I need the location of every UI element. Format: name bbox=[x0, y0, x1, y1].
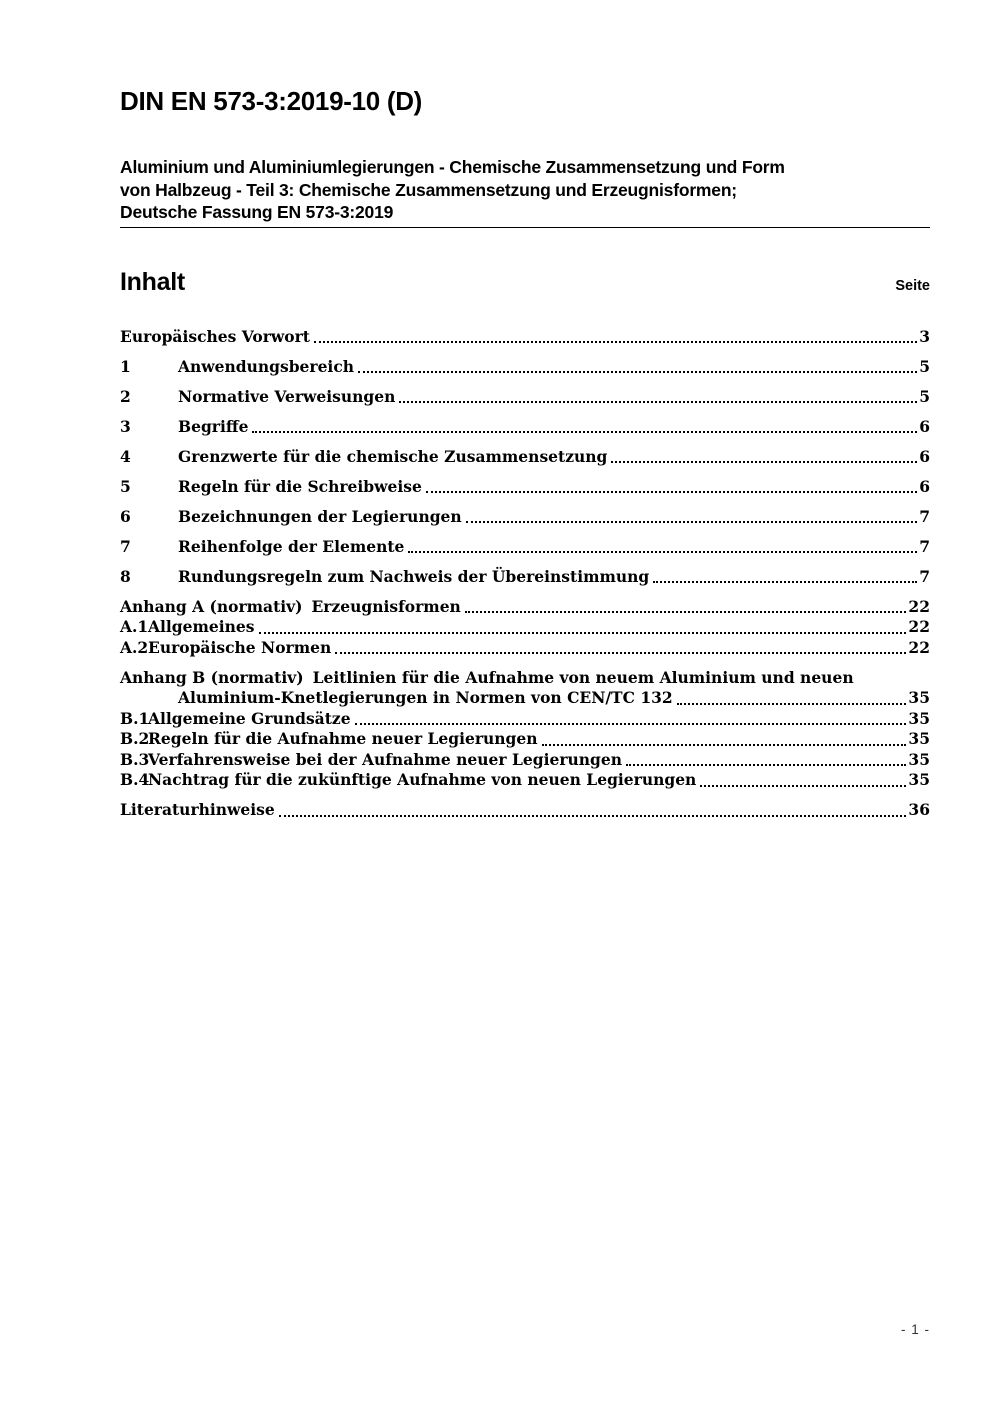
toc-entry-label: Rundungsregeln zum Nachweis der Übereinstimmung bbox=[178, 566, 650, 586]
dot-leader bbox=[700, 785, 906, 787]
toc-entry-page: 3 bbox=[919, 326, 930, 346]
toc-annex-prefix: Anhang A (normativ) bbox=[120, 596, 303, 616]
toc-entry bbox=[120, 709, 930, 730]
toc-entry-number: 8 bbox=[120, 566, 131, 586]
toc-entry-label: Anwendungsbereich bbox=[178, 356, 355, 376]
toc-entry-label: Begriffe bbox=[178, 416, 249, 436]
toc-entry-number: B.1 bbox=[120, 708, 150, 728]
toc-entry-annex-b-continuation bbox=[120, 688, 930, 709]
toc-entry-page: 22 bbox=[908, 617, 930, 636]
toc-entry bbox=[120, 417, 930, 438]
toc-entry bbox=[120, 447, 930, 468]
dot-leader bbox=[426, 491, 917, 493]
toc-entry-page: 6 bbox=[919, 446, 930, 466]
dot-leader bbox=[314, 341, 917, 343]
toc-entry bbox=[120, 729, 930, 750]
toc-entry-label: Reihenfolge der Elemente bbox=[178, 536, 405, 556]
toc-entry bbox=[120, 357, 930, 378]
dot-leader bbox=[626, 764, 906, 766]
toc-entry bbox=[120, 770, 930, 791]
dot-leader bbox=[399, 401, 917, 403]
toc-entry-number: 1 bbox=[120, 356, 131, 376]
toc-entry-label: Literaturhinweise bbox=[120, 800, 275, 819]
toc-entry bbox=[120, 477, 930, 498]
toc-entry-label: Nachtrag für die zukünftige Aufnahme von neuen Legierungen bbox=[148, 770, 697, 789]
dot-leader bbox=[466, 521, 918, 523]
toc-entry-label: Regeln für die Aufnahme neuer Legierungen bbox=[148, 729, 538, 748]
toc-header bbox=[120, 268, 930, 296]
toc-title: Inhalt bbox=[120, 267, 185, 296]
toc-entry-label: Europäische Normen bbox=[148, 637, 332, 657]
dot-leader bbox=[465, 611, 907, 613]
toc-entry-annex-a bbox=[120, 597, 930, 618]
toc-entry-label: Europäisches Vorwort bbox=[120, 326, 310, 346]
dot-leader bbox=[358, 371, 917, 373]
toc-entry-page: 6 bbox=[919, 416, 930, 436]
dot-leader bbox=[408, 551, 917, 553]
toc-entry bbox=[120, 567, 930, 588]
table-of-contents bbox=[120, 327, 930, 821]
doc-subtitle-line1: Aluminium und Aluminiumlegierungen - Chemische Zusammensetzung und Form bbox=[120, 157, 785, 177]
toc-entry-page: 35 bbox=[908, 688, 930, 707]
toc-entry-label: Grenzwerte für die chemische Zusammensetzung bbox=[178, 446, 608, 466]
toc-entry-label: Leitlinien für die Aufnahme von neuem Aluminium und neuen bbox=[312, 667, 854, 687]
doc-subtitle-line3: Deutsche Fassung EN 573-3:2019 bbox=[120, 202, 394, 222]
toc-entry bbox=[120, 387, 930, 408]
dot-leader bbox=[252, 431, 917, 433]
toc-entry-label: Bezeichnungen der Legierungen bbox=[178, 506, 462, 526]
dot-leader bbox=[279, 815, 907, 817]
toc-entry-page: 5 bbox=[919, 356, 930, 376]
toc-entry-label: Aluminium-Knetlegierungen in Normen von CEN/TC 132 bbox=[178, 688, 673, 707]
toc-entry-page: 36 bbox=[908, 800, 930, 819]
dot-leader bbox=[259, 632, 907, 634]
toc-entry-number: 5 bbox=[120, 476, 131, 496]
toc-annex-prefix: Anhang B (normativ) bbox=[120, 667, 304, 687]
toc-entry-page: 6 bbox=[919, 476, 930, 496]
toc-entry-number: 2 bbox=[120, 386, 131, 406]
dot-leader bbox=[335, 652, 906, 654]
toc-entry bbox=[120, 617, 930, 638]
page-column-label: Seite bbox=[895, 277, 930, 294]
toc-entry-number: 4 bbox=[120, 446, 131, 466]
toc-entry-page: 35 bbox=[908, 770, 930, 789]
toc-entry-page: 22 bbox=[908, 637, 930, 657]
toc-entry-page: 7 bbox=[919, 506, 930, 526]
toc-entry-number: 3 bbox=[120, 416, 131, 436]
toc-entry-page: 35 bbox=[908, 729, 930, 748]
toc-entry-label: Regeln für die Schreibweise bbox=[178, 476, 422, 496]
doc-number-title: DIN EN 573-3:2019-10 (D) bbox=[120, 86, 423, 116]
dot-leader bbox=[542, 744, 907, 746]
doc-subtitle-line2: von Halbzeug - Teil 3: Chemische Zusammensetzung und Erzeugnisformen; bbox=[120, 179, 737, 200]
toc-entry-number: A.2 bbox=[120, 637, 149, 657]
toc-entry-page: 7 bbox=[919, 566, 930, 586]
dot-leader bbox=[677, 703, 907, 705]
dot-leader bbox=[355, 723, 907, 725]
dot-leader bbox=[611, 461, 917, 463]
toc-entry-number: A.1 bbox=[120, 617, 149, 636]
toc-entry bbox=[120, 638, 930, 659]
doc-subtitle bbox=[120, 156, 930, 224]
toc-entry-number: B.3 bbox=[120, 749, 150, 769]
toc-entry-number: 7 bbox=[120, 536, 131, 556]
toc-entry bbox=[120, 537, 930, 558]
toc-entry-label: Normative Verweisungen bbox=[178, 386, 396, 406]
toc-entry-annex-b bbox=[120, 668, 930, 689]
toc-entry-label: Allgemeines bbox=[148, 617, 255, 636]
toc-entry-number: B.4 bbox=[120, 770, 150, 789]
header-divider bbox=[120, 227, 930, 228]
toc-entry bbox=[120, 750, 930, 771]
dot-leader bbox=[653, 581, 917, 583]
toc-entry-label: Erzeugnisformen bbox=[311, 596, 461, 616]
toc-entry bbox=[120, 800, 930, 821]
toc-entry-label: Verfahrensweise bei der Aufnahme neuer Legierungen bbox=[148, 749, 623, 769]
toc-entry-page: 35 bbox=[908, 749, 930, 769]
toc-entry-label: Allgemeine Grundsätze bbox=[148, 708, 351, 728]
toc-entry-page: 35 bbox=[908, 708, 930, 728]
toc-entry-page: 5 bbox=[919, 386, 930, 406]
toc-entry-page: 22 bbox=[908, 596, 930, 616]
toc-entry bbox=[120, 327, 930, 348]
toc-entry-page: 7 bbox=[919, 536, 930, 556]
toc-entry-number: 6 bbox=[120, 506, 131, 526]
page-number-footer: - 1 - bbox=[900, 1322, 930, 1337]
page-content bbox=[120, 0, 930, 821]
toc-entry-number: B.2 bbox=[120, 729, 150, 748]
toc-entry bbox=[120, 507, 930, 528]
